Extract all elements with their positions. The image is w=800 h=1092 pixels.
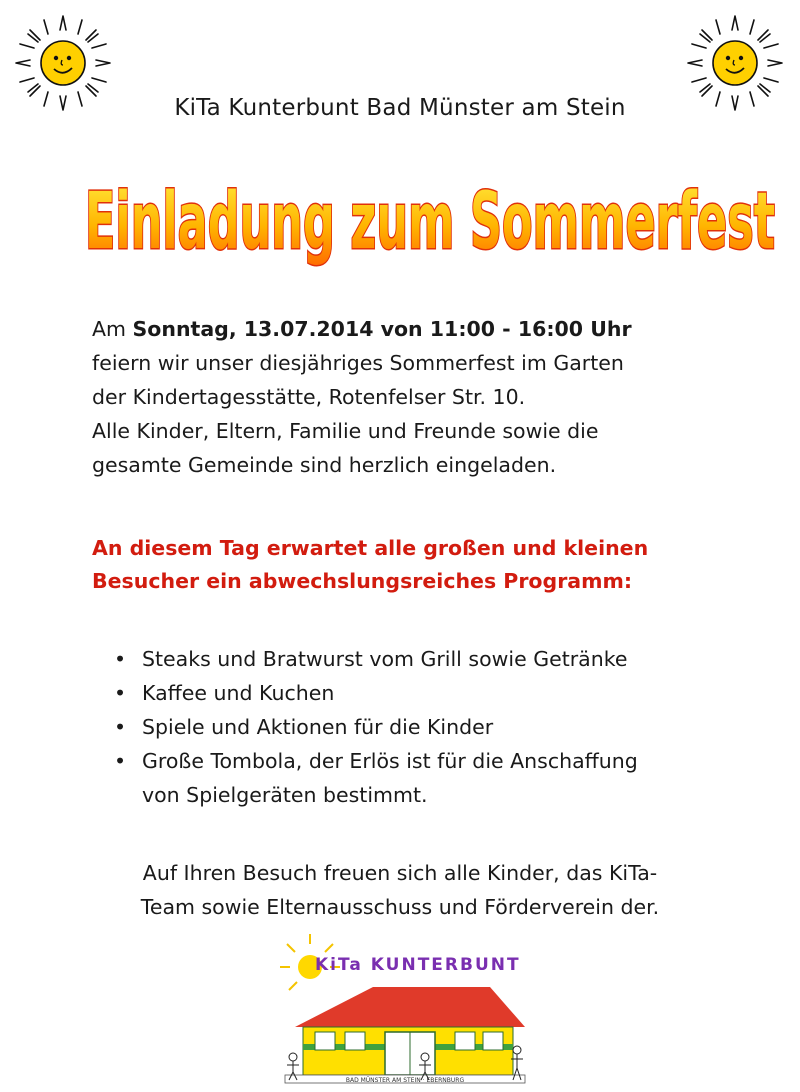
closing-line-1: Auf Ihren Besuch freuen sich alle Kinder, das KiTa- bbox=[142, 861, 658, 885]
intro-line-3: der Kindertagesstätte, Rotenfelser Str. 10. bbox=[92, 385, 526, 409]
intro-line-2: feiern wir unser diesjähriges Sommerfest im Garten bbox=[92, 351, 624, 375]
closing-line-2: Team sowie Elternausschuss und Förderverein der. bbox=[140, 895, 660, 919]
headline-text: Einladung zum Sommerfest bbox=[85, 177, 775, 267]
headline bbox=[70, 130, 790, 290]
program-line-2: Besucher ein abwechslungsreiches Programm: bbox=[92, 569, 633, 593]
logo-title: KiTa KUNTERBUNT bbox=[315, 955, 521, 975]
list-item: • Steaks und Bratwurst vom Grill sowie Getränke bbox=[112, 642, 752, 676]
event-date-time: Sonntag, 13.07.2014 von 11:00 - 16:00 Uhr bbox=[132, 317, 632, 341]
kita-logo bbox=[255, 932, 535, 1092]
list-item: • Spiele und Aktionen für die Kinder bbox=[112, 710, 752, 744]
logo-subtitle: BAD MÜNSTER AM STEIN · EBERNBURG bbox=[345, 1077, 465, 1084]
list-item: • Große Tombola, der Erlös ist für die Anschaffung von Spielgeräten bestimmt. bbox=[112, 744, 752, 812]
organization-name: KiTa Kunterbunt Bad Münster am Stein bbox=[174, 95, 626, 121]
list-item: • Kaffee und Kuchen bbox=[112, 676, 752, 710]
program-announcement bbox=[92, 532, 732, 598]
program-list bbox=[112, 642, 752, 812]
program-line-1: An diesem Tag erwartet alle großen und kleinen bbox=[92, 536, 649, 560]
intro-line-5: gesamte Gemeinde sind herzlich eingeladen. bbox=[92, 453, 557, 477]
intro-line-1: Am Sonntag, 13.07.2014 von 11:00 - 16:00 Uhr bbox=[92, 317, 632, 341]
intro-line-4: Alle Kinder, Eltern, Familie und Freunde sowie die bbox=[92, 419, 599, 443]
intro-text bbox=[92, 312, 732, 482]
closing-text bbox=[60, 856, 740, 924]
